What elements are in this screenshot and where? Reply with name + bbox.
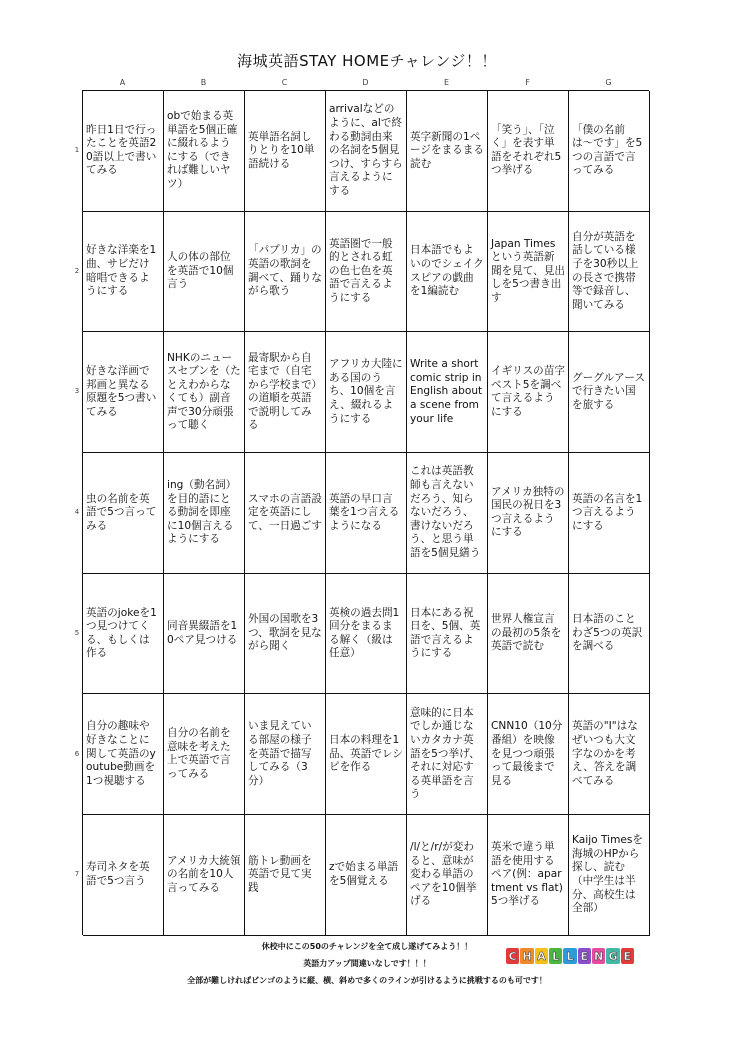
- challenge-cell: 自分の趣味や好きなことに関して英語のyoutube動画を1つ視聴する: [83, 694, 164, 815]
- challenge-cell: 自分が英語を話している様子を30秒以上の長さで携帯等で録音し、聞いてみる: [569, 212, 650, 333]
- challenge-cell: 外国の国歌を3つ、歌詞を見ながら聞く: [245, 574, 326, 695]
- column-header: A: [119, 78, 126, 87]
- challenge-cell: Japan Timesという英語新聞を見て、見出しを5つ書き出す: [488, 212, 569, 333]
- logo-letter: A: [535, 948, 548, 964]
- row-header: 7: [74, 870, 80, 879]
- challenge-cell: 英語の名言を1つ言えるようにする: [569, 453, 650, 574]
- challenge-cell: 自分の名前を意味を考えた上で英語で言ってみる: [164, 694, 245, 815]
- footer-instruction-3: 全部が難しければビンゴのように縦、横、斜めで多くのラインが引けるように挑戦するのも可です！: [187, 976, 547, 985]
- footer-instruction-2: 英語力アップ間違いなしです！！！: [303, 959, 431, 968]
- challenge-cell: アフリカ大陸にある国のうち、10個を言え、綴れるようにする: [326, 332, 407, 453]
- column-header: D: [362, 78, 369, 87]
- challenge-cell: 最寄駅から自宅まで（自宅から学校まで）の道順を英語で説明してみる: [245, 332, 326, 453]
- challenge-cell: 昨日1日で行ったことを英語20語以上で書いてみる: [83, 91, 164, 212]
- challenge-cell: 「笑う」、「泣く」を表す単語をそれぞれ5つ挙げる: [488, 91, 569, 212]
- challenge-cell: 英語圏で一般的とされる虹の色七色を英語で言えるようにする: [326, 212, 407, 333]
- challenge-cell: 日本語でもよいのでシェイクスピアの戯曲を1編読む: [407, 212, 488, 333]
- logo-letter: G: [606, 948, 619, 964]
- challenge-cell: 虫の名前を英語で5つ言ってみる: [83, 453, 164, 574]
- challenge-cell: zで始まる単語を5個覚える: [326, 815, 407, 936]
- logo-letter: E: [578, 948, 591, 964]
- challenge-cell: スマホの言語設定を英語にして、一日過ごす: [245, 453, 326, 574]
- challenge-cell: 好きな洋画で邦画と異なる原題を5つ書いてみる: [83, 332, 164, 453]
- challenge-cell: これは英語教師も言えないだろう、知らないだろう、書けないだろう、と思う単語を5個見繕う: [407, 453, 488, 574]
- challenge-cell: 「パプリカ」の英語の歌詞を調べて、踊りながら歌う: [245, 212, 326, 333]
- challenge-logo: [506, 948, 634, 964]
- row-header: 5: [74, 628, 80, 637]
- logo-letter: E: [621, 948, 634, 964]
- challenge-cell: 日本語のことわざ5つの英訳を調べる: [569, 574, 650, 695]
- column-header: C: [281, 78, 288, 87]
- challenge-cell: 寿司ネタを英語で5つ言う: [83, 815, 164, 936]
- row-header: 1: [74, 146, 80, 154]
- logo-letter: L: [563, 948, 576, 964]
- challenge-cell: CNN10（10分番組）を映像を見つつ頑張って最後まで見る: [488, 694, 569, 815]
- challenge-cell: 英語の"I"はなぜいつも大文字なのかを考え、答えを調べてみる: [569, 694, 650, 815]
- challenge-cell: 日本の料理を1品、英語でレシピを作る: [326, 694, 407, 815]
- challenge-cell: Kaijo Timesを海城のHPから探し、読む（中学生は半分、高校生は全部）: [569, 815, 650, 936]
- challenge-cell: アメリカ独特の国民の祝日を3つ言えるようにする: [488, 453, 569, 574]
- row-header: 6: [74, 749, 80, 758]
- challenge-cell: obで始まる英単語を5個正確に綴れるようにする（できれば難しいヤツ）: [164, 91, 245, 212]
- challenge-cell: 好きな洋楽を1曲、サビだけ暗唱できるようにする: [83, 212, 164, 333]
- logo-letter: C: [506, 948, 519, 964]
- challenge-cell: Write a short comic strip in English about a scene from your life: [407, 332, 488, 453]
- challenge-cell: 筋トレ動画を英語で見て実践: [245, 815, 326, 936]
- row-header: 4: [74, 508, 80, 517]
- challenge-cell: 「僕の名前は〜です」を5つの言語で言ってみる: [569, 91, 650, 212]
- challenge-cell: いま見えている部屋の様子を英語で描写してみる（3分）: [245, 694, 326, 815]
- challenge-cell: 日本にある祝日を、5個、英語で言えるようにする: [407, 574, 488, 695]
- row-header: 2: [74, 266, 80, 275]
- challenge-cell: 英検の過去問1回分をまるまる解く（級は任意）: [326, 574, 407, 695]
- challenge-cell: 英語の早口言葉を1つ言えるようになる: [326, 453, 407, 574]
- challenge-cell: 人の体の部位を英語で10個言う: [164, 212, 245, 333]
- footer-instruction-1: 休校中にこの50のチャレンジを全て成し遂げてみよう！！: [261, 942, 473, 951]
- challenge-cell: /l/と/r/が変わると、意味が変わる単語のペアを10個挙げる: [407, 815, 488, 936]
- column-header: F: [525, 78, 530, 87]
- challenge-cell: 世界人権宣言の最初の5条を英語で読む: [488, 574, 569, 695]
- challenge-cell: イギリスの苗字ベスト5を調べて言えるようにする: [488, 332, 569, 453]
- challenge-cell: 意味的に日本でしか通じないカタカナ英語を5つ挙げ、それに対応する英単語を言う: [407, 694, 488, 815]
- row-header: 3: [74, 387, 80, 396]
- challenge-cell: ing（動名詞）を目的語にとる動詞を即座に10個言えるようにする: [164, 453, 245, 574]
- column-header: E: [443, 78, 450, 87]
- logo-letter: L: [549, 948, 562, 964]
- challenge-cell: 同音異綴語を10ペア見つける: [164, 574, 245, 695]
- logo-letter: H: [520, 948, 533, 964]
- logo-letter: N: [592, 948, 605, 964]
- column-header: B: [200, 78, 207, 87]
- challenge-cell: 英米で違う単語を使用するペア(例：apartment vs flat)5つ挙げる: [488, 815, 569, 936]
- column-header: G: [605, 78, 612, 87]
- challenge-grid: [82, 90, 649, 935]
- challenge-cell: NHKのニュースセブンを（たとえわからなくても）副音声で30分頑張って聴く: [164, 332, 245, 453]
- page-title: 海城英語STAY HOMEチャレンジ！！: [237, 52, 497, 70]
- challenge-cell: アメリカ大統領の名前を10人言ってみる: [164, 815, 245, 936]
- challenge-cell: グーグルアースで行きたい国を旅する: [569, 332, 650, 453]
- challenge-cell: arrivalなどのように、alで終わる動詞由来の名詞を5個見つけ、すらすら言えるようにする: [326, 91, 407, 212]
- challenge-cell: 英単語名詞しりとりを10単語続ける: [245, 91, 326, 212]
- challenge-cell: 英語のjokeを1つ見つけてくる、もしくは作る: [83, 574, 164, 695]
- challenge-cell: 英字新聞の1ページをまるまる読む: [407, 91, 488, 212]
